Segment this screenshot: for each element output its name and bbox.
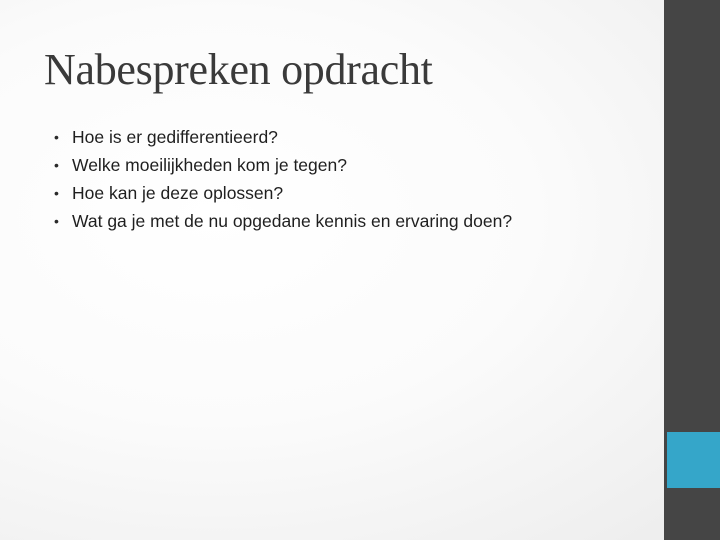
bullet-list bbox=[54, 123, 512, 235]
list-item bbox=[54, 179, 512, 207]
bullet-text: Hoe is er gedifferentieerd? bbox=[72, 127, 278, 147]
bullet-icon: • bbox=[54, 157, 59, 173]
accent-block bbox=[667, 432, 720, 488]
bullet-icon: • bbox=[54, 129, 59, 145]
bullet-text: Hoe kan je deze oplossen? bbox=[72, 183, 284, 203]
bullet-text: Wat ga je met de nu opgedane kennis en ervaring doen? bbox=[72, 211, 513, 231]
bullet-icon: • bbox=[54, 213, 59, 229]
list-item bbox=[54, 207, 512, 235]
slide-title: Nabespreken opdracht bbox=[44, 45, 433, 94]
list-item bbox=[54, 151, 512, 179]
bullet-icon: • bbox=[54, 185, 59, 201]
list-item bbox=[54, 123, 512, 151]
bullet-text: Welke moeilijkheden kom je tegen? bbox=[72, 155, 347, 175]
